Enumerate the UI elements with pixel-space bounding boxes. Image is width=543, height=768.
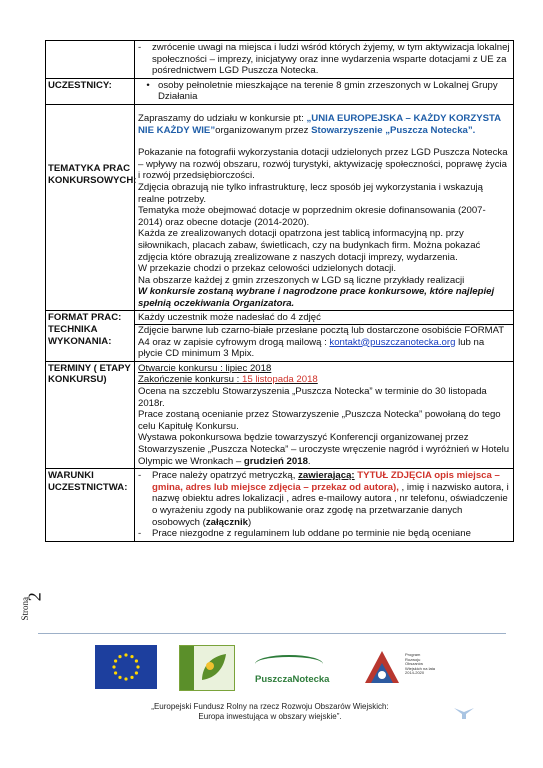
logo-hill-icon <box>255 655 323 673</box>
rural-program-icon <box>359 645 405 691</box>
row-label-empty <box>46 41 135 78</box>
page-number <box>16 585 50 625</box>
row-content <box>135 105 513 311</box>
opening-date: Otwarcie konkursu : lipiec 2018 <box>138 362 272 374</box>
row-content <box>135 311 513 360</box>
closing-label: Zakończenie konkursu : <box>138 374 242 386</box>
photo-count-text: Każdy uczestnik może nadesłać do 4 zdjęć <box>138 312 321 324</box>
format-cd-text: lub na płycie CD minimum 3 Mpix. <box>138 336 485 360</box>
row-label-conditions: WARUNKI UCZESTNICTWA: <box>46 469 135 541</box>
dates-paragraph: Ocena na szczeblu Stowarzyszenia „Puszcza Notecka” w terminie do 30 listopada 2018r. <box>138 386 487 409</box>
footer-divider <box>38 633 506 634</box>
row-goals <box>46 41 513 78</box>
rural-program-text: Program Rozwoju Obszarów Wiejskich na lata 2014-2020 <box>405 652 436 676</box>
footer-line-2: Europa inwestująca w obszary wiejskie”. <box>198 712 342 721</box>
eu-flag-logo <box>95 645 157 689</box>
row-label-dates: TERMINY ( ETAPY KONKURSU) <box>46 362 135 468</box>
row-participants <box>46 78 513 104</box>
organizer-name: Stowarzyszenie „Puszcza Notecka”. <box>311 124 476 136</box>
dash-marker: - <box>138 528 142 540</box>
period: . <box>307 455 311 467</box>
row-label-theme: TEMATYKA PRAC KONKURSOWYCH: <box>46 105 135 311</box>
closing-date <box>138 374 510 386</box>
eu-stars-icon <box>95 645 157 689</box>
theme-paragraph: Zdjęcia obrazują nie tylko infrastrukturę, lecz sposób jej wykorzystania i wskazują realne potrzeby. <box>138 181 483 205</box>
contest-title: „UNIA EUROPEJSKA – KAŻDY KORZYSTA NIE KAŻDY WIE” <box>138 112 501 136</box>
condition-includes: zawierającą: <box>298 470 355 482</box>
paren-close: ) <box>248 516 252 528</box>
regulations-table <box>45 40 514 542</box>
leader-leaf-icon <box>180 646 234 690</box>
footer-logos <box>95 645 435 695</box>
theme-highlight: W konkursie zostaną wybrane i nagrodzone prace konkursowe, które najlepiej spełnią oczekiwania Organizatora. <box>138 286 495 309</box>
label-format: FORMAT PRAC: <box>48 312 122 324</box>
dates-paragraph: Prace zostaną ocenianie przez Stowarzyszenie „Puszcza Notecka” powołaną do tego celu Kapitułę Konkursu. <box>138 409 501 432</box>
list-item <box>138 42 510 77</box>
row-content <box>135 41 513 78</box>
list-item <box>138 470 510 528</box>
exhibition-text: Wystawa pokonkursowa będzie towarzyszyć Konferencji organizowanej przez Stowarzyszenie „Puszcza Notecka” – uroczyste wręczenie nagród i wyróżnień w Hotelu Olympic we Wronkach – <box>138 432 510 467</box>
stork-icon <box>452 702 476 720</box>
condition-other-fields: , imię i nazwisko autora, i nazwę obiektu adres lokalizacji , adres e-mailowy autora , nr telefonu, oświadczenie o wyrażeniu zgody na publikowanie oraz zgodę na przetwarzanie danych osobowych ( <box>152 481 509 528</box>
list-item <box>138 80 510 103</box>
page-word: Strona <box>19 597 30 621</box>
exhibition-date: grudzień 2018 <box>243 455 308 467</box>
row-content <box>135 469 513 541</box>
participants-text: osoby pełnoletnie mieszkające na terenie 8 gmin zrzeszonych w Lokalnej Grupy Działania <box>158 79 498 103</box>
contact-email-link[interactable]: kontakt@puszczanotecka.org <box>329 336 456 348</box>
format-description: Zdjęcie barwne lub czarno-białe przesłane pocztą lub dostarczone osobiście FORMAT A4 oraz w zapisie cyfrowym drogą mailową : <box>138 325 504 348</box>
theme-paragraph: Pokazanie na fotografii wykorzystania dotacji udzielonych przez LGD Puszcza Notecka – wpływy na rozwój obszaru, rozwój turystyki, aktywizację społeczności, poprawę życia i rozwój przedsiębiorczości. <box>138 147 508 182</box>
attachment-note: załącznik <box>205 516 248 528</box>
dash-marker: - <box>138 470 142 482</box>
row-content <box>135 362 513 468</box>
label-technique: TECHNIKA WYKONANIA: <box>48 324 112 347</box>
dash-marker: - <box>138 42 142 53</box>
bullet-icon: • <box>146 79 150 91</box>
row-label-format <box>46 311 135 360</box>
row-conditions <box>46 468 513 541</box>
goal-text: zwrócenie uwagi na miejsca i ludzi wśród których żyjemy, w tym aktywizacja lokalnej społeczności – imprezy, inicjatywy oraz inne wydarzenia wsparte dotacjami z UE za pośrednictwem LGD Puszcza Notecka. <box>152 42 510 77</box>
rural-development-logo <box>359 645 435 695</box>
logo-text: PuszczaNotecka <box>255 674 330 685</box>
footer-caption <box>60 702 480 722</box>
intro-prefix: Zapraszamy do udziału w konkursie pt: <box>138 112 307 124</box>
footer-line-1: „Europejski Fundusz Rolny na rzecz Rozwoju Obszarów Wiejskich: <box>151 702 389 711</box>
theme-intro <box>138 113 510 136</box>
row-format <box>46 310 513 360</box>
condition-prefix: Prace należy opatrzyć metryczką, <box>152 470 299 482</box>
row-content <box>135 79 513 104</box>
condition-required-fields: TYTUŁ ZDJĘCIA opis miejsca – gmina, adres lub miejsce zdjęcia – przekaz od autora), <box>152 470 500 493</box>
puszcza-notecka-logo <box>255 655 329 686</box>
condition-text: Prace niezgodne z regulaminem lub oddane po terminie nie będą oceniane <box>152 528 471 540</box>
dates-paragraph <box>138 432 510 467</box>
theme-paragraph: W przekazie chodzi o przekaz celowości udzielonych dotacji. <box>138 263 397 275</box>
intro-mid: organizowanym przez <box>215 124 312 136</box>
page-number-value: 2 <box>24 592 45 602</box>
condition-text <box>152 470 510 528</box>
row-dates <box>46 361 513 468</box>
row-label-participants: UCZESTNICY: <box>46 79 135 104</box>
closing-date-value: 15 listopada 2018 <box>242 374 318 386</box>
theme-paragraph: Tematyka może obejmować dotacje w poprzednim okresie dofinansowania (2007-2014) oraz obecne dotacje (2014-2020). <box>138 205 486 228</box>
row-theme <box>46 104 513 311</box>
format-text <box>138 325 510 360</box>
theme-paragraph: Na obszarze każdej z gmin zrzeszonych w LGD są liczne przykłady realizacji <box>138 274 465 286</box>
leader-logo <box>179 645 235 691</box>
list-item <box>138 528 510 540</box>
theme-paragraph: Każda ze zrealizowanych dotacji opatrzona jest tablicą informacyjną np. przy siłownikach, placach zabaw, świetlicach, czy na budynkach firm. Można pokazać zdjęcia które obrazują zrealizowane z naszych dotacji imprezy, wydarzenia. <box>138 228 481 263</box>
